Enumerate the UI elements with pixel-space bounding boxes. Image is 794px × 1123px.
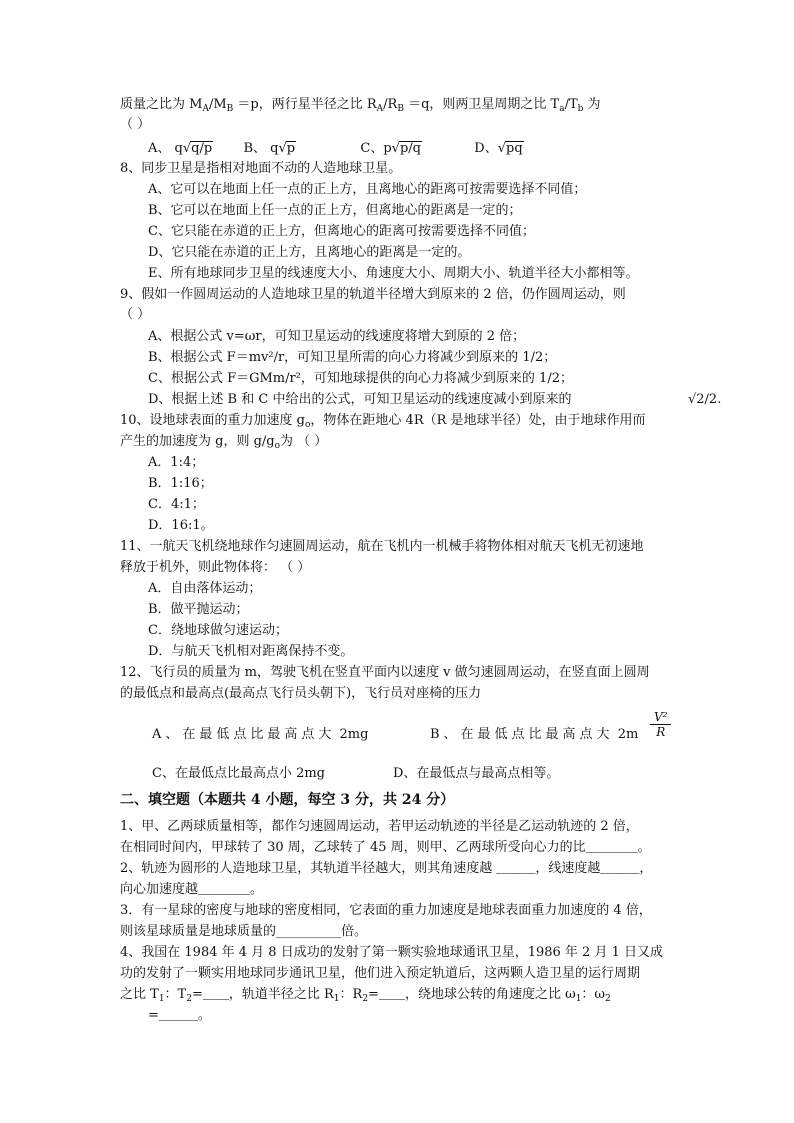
q11-stem-line1: 11、一航天飞机绕地球作匀速圆周运动，航在飞机内一机械手将物体相对航天飞机无初速地: [120, 539, 644, 554]
fill-q4-sub: 1: [575, 994, 582, 1004]
fill-q4-sub: 2: [362, 994, 369, 1004]
q10-text: 10、设地球表面的重力加速度 g: [120, 413, 305, 428]
q11-option-a: A．自由落体运动；: [148, 581, 262, 596]
q9-option-b: B、根据公式 F＝mv²/r，可知卫星所需的向心力将减少到原来的 1/2；: [148, 350, 557, 365]
sqrt-icon: √: [391, 141, 400, 156]
fill-q4-text: ：R: [339, 987, 363, 1002]
fill-q1-line2: 在相同时间内，甲球转了 30 周，乙球转了 45 周，则甲、乙两球所受向心力的比＿＿＿＿。: [120, 840, 651, 855]
fill-q4-sub: 2: [186, 994, 192, 1004]
fraction-numerator: V²: [650, 710, 671, 725]
q7-stem-line: [120, 96, 601, 118]
fill-q4-text: =＿＿，绕地球公转的角速度之比 ω: [368, 987, 576, 1002]
q9-option-a: A、根据公式 v=ωr，可知卫星运动的线速度将增大到原的 2 倍；: [148, 329, 526, 344]
fill-q4-text: 之比 T: [120, 987, 159, 1002]
fill-q4-sub: 1: [333, 994, 340, 1004]
q7-option-b-radicand: p: [286, 141, 296, 156]
q12-option-c: C、在最低点比最高点小 2mg: [152, 766, 325, 781]
q10-stem-line2: [120, 433, 327, 455]
q12-option-b-value: 2m: [617, 727, 639, 742]
q7-sub: a: [559, 104, 565, 114]
fill-q4-sub: 1: [158, 994, 165, 1004]
fill-q2-line1: 2、轨迹为圆形的人造地球卫星，其轨道半径越大，则其角速度越 ＿＿＿，线速度越＿＿＿，: [120, 861, 653, 876]
q7-text: 为: [583, 97, 601, 112]
q12-option-a-value: 2mg: [339, 727, 369, 742]
q7-sub: A: [376, 104, 384, 114]
q11-option-d: D．与航天飞机相对距离保持不变。: [148, 644, 354, 659]
q7-option-b: B、 q: [243, 141, 279, 156]
fill-q3-line2: 则该星球质量是地球质量的__________倍。: [120, 924, 368, 939]
q7-option-d: D、: [474, 141, 498, 156]
q8-option-d: D、它只能在赤道的正上方，且离地心的距离是一定的。: [148, 245, 471, 260]
q12-option-b-fraction: [650, 710, 671, 739]
q10-text: ，物体在距地心 4R（R 是地球半径）处，由于地球作用而: [310, 413, 646, 428]
q8-option-a: A、它可以在地面上任一点的正上方，且离地心的距离可按需要选择不同值；: [148, 182, 587, 197]
q7-sub: b: [577, 104, 584, 114]
q8-option-c: C、它只能在赤道的正上方，但离地心的距离可按需要选择不同值；: [148, 224, 535, 239]
q7-option-c-radicand: p/q: [399, 141, 421, 156]
q10-option-c: C．4:1；: [148, 497, 205, 512]
q7-text: /R: [383, 97, 398, 112]
q7-text: ＝q，则两卫星周期之比 T: [403, 97, 560, 112]
q7-sub: A: [202, 104, 209, 114]
q7-text: 质量之比为 M: [120, 97, 203, 112]
q11-option-b: B．做平抛运动；: [148, 602, 249, 617]
q12-stem-line2: 的最低点和最高点(最高点飞行员头朝下)，飞行员对座椅的压力: [120, 686, 482, 701]
q7-option-c: C、p: [360, 141, 392, 156]
q9-stem: 9、假如一作圆周运动的人造地球卫星的轨道半径增大到原来的 2 倍，仍作圆周运动，则: [120, 287, 626, 302]
sqrt-icon: √: [182, 141, 192, 156]
q7-sub: B: [397, 104, 404, 114]
q12-stem-line1: 12、飞行员的质量为 m，驾驶飞机在竖直平面内以速度 v 做匀速圆周运动，在竖直面上圆周: [120, 665, 650, 680]
q10-text: 产生的加速度为 g，则 g/g: [120, 434, 275, 449]
q7-sub: B: [226, 104, 234, 114]
fill-q1-line1: 1、甲、乙两球质量相等，都作匀速圆周运动，若甲运动轨迹的半径是乙运动轨迹的 2 倍，: [120, 819, 639, 834]
fill-q4-sub: 2: [605, 994, 611, 1004]
q12-option-a-text: A、在最低点比最高点大: [152, 727, 336, 742]
q7-text: ＝p，两行星半径之比 R: [233, 97, 377, 112]
q7-text: /T: [564, 97, 578, 112]
fill-q4-line3: [120, 986, 611, 1008]
q10-option-a: A．1:4；: [148, 455, 205, 470]
q10-option-b: B．1:16；: [148, 476, 213, 491]
fill-q4-line4: =＿＿＿。: [148, 1008, 211, 1023]
q7-option-a-radicand: q/p: [191, 141, 213, 156]
q10-text: 为 （ ）: [280, 434, 328, 449]
q8-option-e: E、所有地球同步卫星的线速度大小、角速度大小、周期大小、轨道半径大小都相等。: [148, 266, 639, 281]
fraction-denominator: R: [656, 725, 666, 739]
q8-option-b: B、它可以在地面上任一点的正上方，但离地心的距离是一定的；: [148, 203, 522, 218]
fill-q3-line1: 3．有一星球的密度与地球的密度相同，它表面的重力加速度是地球表面重力加速度的 4 倍，: [120, 903, 652, 918]
q10-sub: o: [274, 441, 281, 451]
q8-stem: 8、同步卫星是指相对地面不动的人造地球卫星。: [120, 161, 402, 176]
q11-stem-line2: 释放于机外，则此物体将： （ ）: [120, 560, 311, 575]
q9-option-c: C、根据公式 F＝GMm/r²，可知地球提供的向心力将减少到原来的 1/2；: [148, 371, 573, 386]
q12-option-a: [152, 726, 368, 744]
q11-option-c: C．绕地球做匀速运动；: [148, 623, 288, 638]
sqrt-icon: √: [497, 141, 506, 156]
q7-option-a: A、 q: [148, 141, 183, 156]
fill-q4-text: =＿＿，轨道半径之比 R: [191, 987, 334, 1002]
sqrt-icon: √: [278, 141, 287, 156]
q9-option-d: D、根据上述 B 和 C 中给出的公式，可知卫星运动的线速度减小到原来的: [148, 392, 572, 407]
q10-option-d: D．16:1。: [148, 518, 214, 533]
q12-option-b-text: B、在最低点比最高点大: [430, 727, 614, 742]
q10-stem-line1: [120, 412, 646, 434]
section-2-heading: 二、填空题（本题共 4 小题，每空 3 分，共 24 分）: [120, 792, 455, 808]
q12-option-d: D、在最低点与最高点相等。: [393, 766, 560, 781]
q9-answer-paren: （ ）: [120, 307, 151, 322]
q7-answer-paren: （ ）: [120, 117, 151, 132]
fill-q4-text: ：T: [164, 987, 187, 1002]
q10-sub: o: [305, 420, 311, 430]
q9-option-d-value: √2/2.: [688, 392, 722, 407]
fill-q4-text: ：ω: [581, 987, 606, 1002]
q7-option-d-radicand: pq: [506, 141, 523, 156]
fill-q4-line2: 功的发射了一颗实用地球同步通讯卫星，他们进入预定轨道后，这两颗人造卫星的运行周期: [120, 966, 641, 981]
fill-q4-line1: 4、我国在 1984 年 4 月 8 日成功的发射了第一颗实验地球通讯卫星，1986 年 2 月 1 日又成: [120, 945, 663, 960]
q12-option-b: [430, 726, 638, 744]
q7-options: [148, 140, 524, 158]
q7-text: /M: [208, 97, 227, 112]
fill-q2-line2: 向心加速度越＿＿＿＿。: [120, 882, 264, 897]
